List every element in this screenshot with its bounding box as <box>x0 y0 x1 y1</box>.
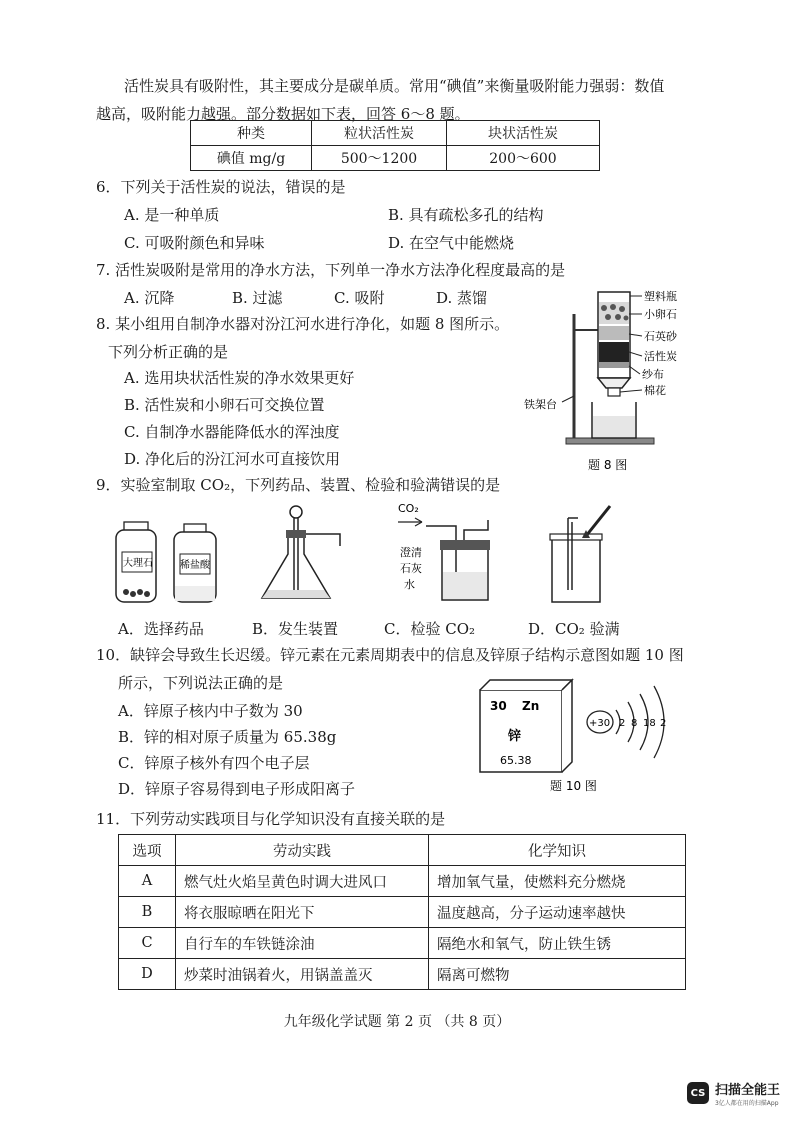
burning-stick <box>586 506 610 536</box>
table-cell: B <box>119 897 176 928</box>
q6-option-c: C. 可吸附颜色和异味 <box>124 234 265 252</box>
limewater-test-apparatus <box>398 502 490 600</box>
q10-option-a: A．锌原子核内中子数为 30 <box>118 702 303 720</box>
element-name: 锌 <box>508 729 522 744</box>
intro-line-1: 活性炭具有吸附性，其主要成分是碳单质。常用“碘值”来衡量吸附能力强弱：数值 <box>124 77 665 95</box>
table-cell: 碘值 mg/g <box>191 146 312 171</box>
figure-10-caption: 题 10 图 <box>550 779 597 793</box>
q6-option-b: B. 具有疏松多孔的结构 <box>388 206 544 224</box>
q10-option-b: B．锌的相对原子质量为 65.38g <box>118 728 337 746</box>
table-row <box>119 928 686 959</box>
label-bottle: 塑料瓶 <box>644 290 677 303</box>
table-cell: 温度越高，分子运动速率越快 <box>429 897 686 928</box>
table-cell: D <box>119 959 176 990</box>
nucleus-charge: +30 <box>589 718 611 729</box>
table-cell: 200～600 <box>447 146 600 171</box>
q9-apparatus-figure <box>110 500 670 612</box>
q9-option-c: C．检验 CO₂ <box>384 620 476 638</box>
table-cell: 500～1200 <box>312 146 447 171</box>
table-header-cell: 化学知识 <box>429 835 686 866</box>
page-footer: 九年级化学试题 第 2 页 （共 8 页） <box>283 1014 511 1030</box>
label-cotton: 棉花 <box>644 384 666 397</box>
q6-option-a: A. 是一种单质 <box>124 206 220 224</box>
label-quartz-sand: 石英砂 <box>644 330 677 343</box>
table-header-cell: 种类 <box>191 121 312 146</box>
table-cell: 燃气灶火焰呈黄色时调大进风口 <box>176 866 429 897</box>
brand-name: 扫描全能王 <box>714 1083 780 1098</box>
dilute-hcl-bottle <box>174 524 216 602</box>
bottle-neck <box>598 378 630 388</box>
table-cell: 将衣服晾晒在阳光下 <box>176 897 429 928</box>
q8-option-d: D. 净化后的汾江河水可直接饮用 <box>124 450 341 468</box>
gauze-layer <box>599 362 629 368</box>
q7-option-b: B. 过滤 <box>232 289 283 307</box>
q7-stem: 7. 活性炭吸附是常用的净水方法，下列单一净水方法净化程度最高的是 <box>96 261 566 279</box>
figure-8-caption: 题 8 图 <box>588 458 628 472</box>
table-cell: 炒菜时油锅着火，用锅盖盖灭 <box>176 959 429 990</box>
intro-line-2: 越高，吸附能力越强。部分数据如下表，回答 6～8 题。 <box>96 105 470 123</box>
table-row <box>119 866 686 897</box>
table-row <box>119 959 686 990</box>
labor-practice-table <box>118 834 686 990</box>
table-cell: A <box>119 866 176 897</box>
q8-stem-2: 下列分析正确的是 <box>108 343 229 361</box>
zinc-figure <box>472 672 702 798</box>
q8-option-a: A. 选用块状活性炭的净水效果更好 <box>124 369 355 387</box>
table-cell: 隔离可燃物 <box>429 959 686 990</box>
camscanner-logo <box>687 1082 709 1104</box>
table-row <box>191 146 600 171</box>
q10-stem-2: 所示，下列说法正确的是 <box>118 674 284 692</box>
q11-stem: 11．下列劳动实践项目与化学知识没有直接关联的是 <box>96 810 446 828</box>
iodine-value-table <box>190 120 600 171</box>
table-header-cell: 选项 <box>119 835 176 866</box>
activated-carbon-layer <box>599 342 629 362</box>
co2-collection-check <box>550 506 610 602</box>
water-purifier-figure <box>522 284 692 474</box>
q7-option-c: C. 吸附 <box>334 289 385 307</box>
table-cell: 隔绝水和氧气，防止铁生锈 <box>429 928 686 959</box>
table-cell: 自行车的车铁链涂油 <box>176 928 429 959</box>
table-cell: C <box>119 928 176 959</box>
cotton-plug <box>608 388 620 396</box>
table-row <box>119 897 686 928</box>
limewater-label-2: 石灰 <box>400 562 422 575</box>
quartz-sand-layer <box>599 326 629 340</box>
table-header-cell: 块状活性炭 <box>447 121 600 146</box>
table-row <box>191 121 600 146</box>
generation-apparatus <box>262 506 340 598</box>
label-activated-carbon: 活性炭 <box>644 350 677 363</box>
stand-base <box>566 438 654 444</box>
q8-option-b: B. 活性炭和小卵石可交换位置 <box>124 396 325 414</box>
q8-stem: 8. 某小组用自制净水器对汾江河水进行净化，如题 8 图所示。 <box>96 315 510 333</box>
q6-option-d: D. 在空气中能燃烧 <box>388 234 515 252</box>
electrons-shell-2: 8 <box>631 718 638 729</box>
q10-stem: 10．缺锌会导致生长迟缓。锌元素在元素周期表中的信息及锌原子结构示意图如题 10 图 <box>96 646 684 664</box>
atomic-mass: 65.38 <box>500 754 532 767</box>
electrons-shell-3: 18 <box>643 718 656 729</box>
q9-option-d: D．CO₂ 验满 <box>528 620 620 638</box>
label-gauze: 纱布 <box>642 368 664 381</box>
table-header-cell: 粒状活性炭 <box>312 121 447 146</box>
scanner-watermark <box>687 1079 780 1107</box>
q10-option-d: D．锌原子容易得到电子形成阳离子 <box>118 780 356 798</box>
table-cell: 增加氧气量，使燃料充分燃烧 <box>429 866 686 897</box>
q9-option-b: B．发生装置 <box>252 620 339 638</box>
beaker-water <box>593 416 635 437</box>
label-pebble: 小卵石 <box>644 308 677 321</box>
co2-label: CO₂ <box>398 502 419 515</box>
limewater-label-3: 水 <box>404 578 415 591</box>
q9-option-a: A．选择药品 <box>118 620 204 638</box>
q7-option-d: D. 蒸馏 <box>436 289 488 307</box>
brand-tagline: 3亿人都在用的扫描App <box>714 1100 779 1107</box>
element-symbol: Zn <box>522 699 540 713</box>
electrons-shell-1: 2 <box>619 718 626 729</box>
hcl-label: 稀盐酸 <box>180 560 210 571</box>
label-iron-stand: 铁架台 <box>524 398 557 411</box>
logo-text: CS <box>690 1087 706 1099</box>
atom-structure-diagram <box>587 686 666 758</box>
table-header-cell: 劳动实践 <box>176 835 429 866</box>
q6-stem: 6．下列关于活性炭的说法，错误的是 <box>96 178 346 196</box>
periodic-table-cell <box>480 680 572 772</box>
marble-bottle <box>116 522 156 602</box>
q10-option-c: C．锌原子核外有四个电子层 <box>118 754 310 772</box>
q7-option-a: A. 沉降 <box>124 289 175 307</box>
q8-option-c: C. 自制净水器能降低水的浑浊度 <box>124 423 340 441</box>
limewater-label-1: 澄清 <box>400 546 422 559</box>
table-row <box>119 835 686 866</box>
electrons-shell-4: 2 <box>660 718 667 729</box>
q9-stem: 9．实验室制取 CO₂，下列药品、装置、检验和验满错误的是 <box>96 476 501 494</box>
marble-label: 大理石 <box>123 558 153 569</box>
atomic-number: 30 <box>490 699 507 713</box>
